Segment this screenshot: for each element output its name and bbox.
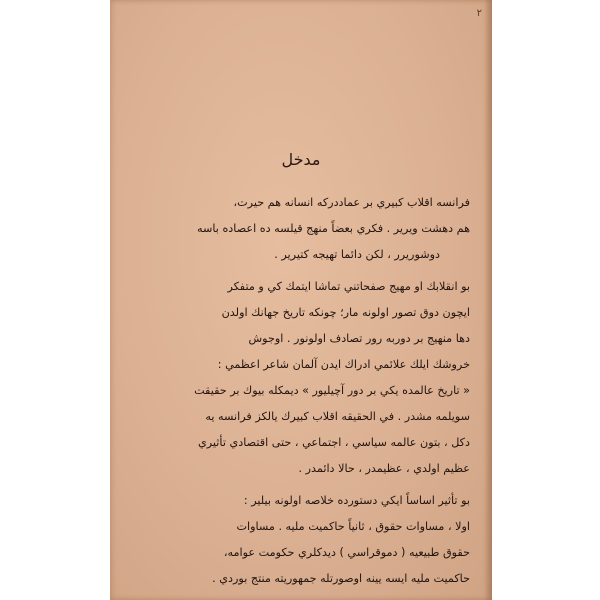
text-line: دها منهيج بر دوربه رور تصادف اولونور . اوجوش [248,332,470,345]
text-line: دوشوريرر ، لكن دائما تهيجه كتيرير . [274,248,440,261]
text-line: اولا ، مساوات حقوق ، ثانياً حاكميت مليه . مساوات [236,520,470,533]
text-line: بو انقلابك او مهيج صفحاتني تماشا ايتمك كي و متفكر [227,280,470,293]
text-line: فرانسه اقلاب كبيري بر عماددركه انسانه هم حيرت، [233,196,470,209]
text-line: ايچون دوق تصور اولونه مار؛ چونكه تاريخ جهانك اولدن [221,306,470,319]
section-heading: مدخل [281,150,321,169]
text-line: سويلمه مشدر . في الحقيقه اقلاب كبيرك يالكز فرانسه يه [205,410,470,423]
text-line: دكل ، بتون عالمه سياسي ، اجتماعي ، حتى اقتصادي تأثيري [198,436,470,449]
text-line: بو تأثير اساساً ايكي دستورده خلاصه اولونه بيلير : [243,494,470,507]
text-line: هم دهشت ويرير . فكري بعضاً منهج قيلسه ده اعصاده باسه [197,222,470,235]
text-line: خروشك ايلك علائمي ادراك ايدن آلمان شاعر اعظمي : [217,358,470,371]
book-page [110,0,492,600]
text-line: حقوق طبيعيه ( دموقراسي ) ديدكلري حكومت عوامه، [223,546,470,559]
text-line: عظيم اولدي ، عظيمدر ، حالا دائمدر . [298,462,470,475]
page-corner-mark: ٢ [476,8,482,19]
page-edge-shadow [484,0,492,600]
body-text [130,190,470,592]
text-line: حاكميت مليه ايسه يينه اوصورتله جمهوريته منتج بوردي . [212,572,470,585]
text-line: « تاريخ عالمده يكي بر دور آچيليور » ديمكله بيوك بر حقيقت [194,384,470,397]
